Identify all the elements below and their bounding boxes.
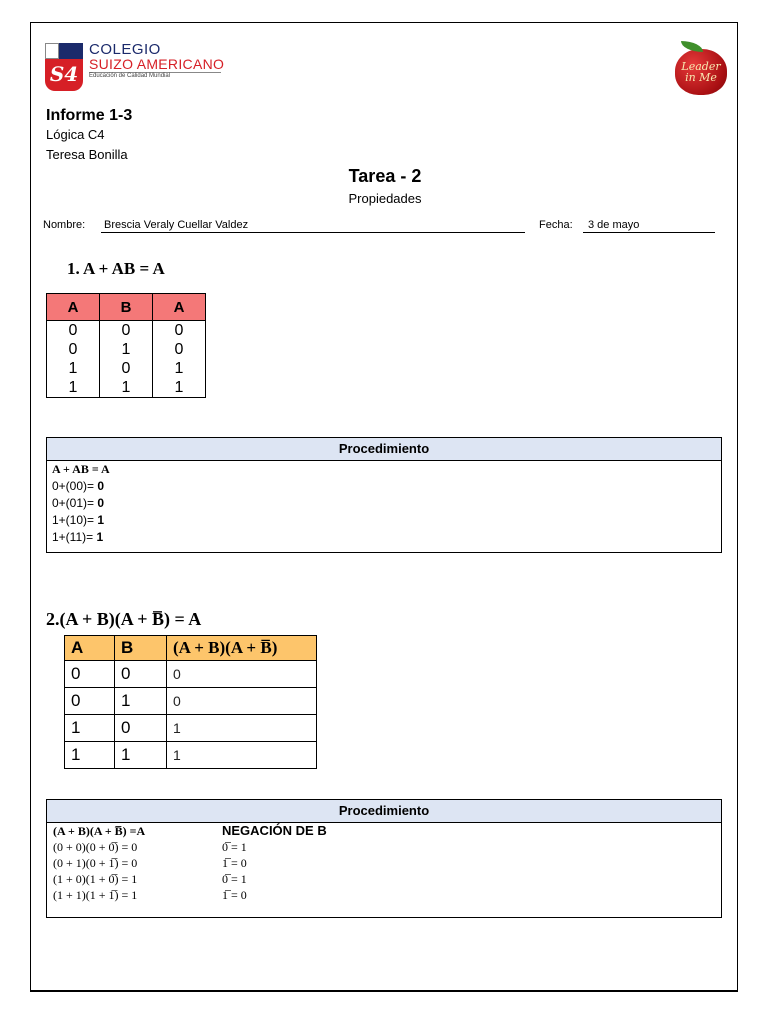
logo-line-1: COLEGIO xyxy=(89,41,161,58)
table-cell: 1 xyxy=(167,715,317,742)
negation-value: 1̅ = 0 xyxy=(222,856,247,870)
table-cell: 1 xyxy=(65,715,115,742)
procedure-box-1 xyxy=(46,437,722,553)
procedure-line: A + AB = A xyxy=(52,462,110,476)
table-header: B xyxy=(115,636,167,661)
procedure-line xyxy=(47,823,721,839)
logo-line-3: Educación de Calidad Mundial xyxy=(89,73,171,79)
procedure-line: 0+(00)= 0 xyxy=(52,479,105,493)
table-cell: 1 xyxy=(100,378,153,398)
document-page xyxy=(30,22,738,992)
table-cell: 1 xyxy=(115,688,167,715)
table-cell: 1 xyxy=(153,359,206,378)
table-header: A xyxy=(153,294,206,321)
teacher-name: Teresa Bonilla xyxy=(46,147,128,162)
table-header: A xyxy=(47,294,100,321)
table-cell: 1 xyxy=(65,742,115,769)
table-cell: 1 xyxy=(100,340,153,359)
flag-icon xyxy=(45,43,83,59)
table-cell: 0 xyxy=(47,340,100,359)
table-cell: 1 xyxy=(47,378,100,398)
procedure-line: 0+(01)= 0 xyxy=(52,496,105,510)
table-cell: 0 xyxy=(115,661,167,688)
procedure-line xyxy=(47,839,721,855)
exercise-1-equation: 1. A + AB = A xyxy=(67,259,165,278)
table-cell: 0 xyxy=(100,359,153,378)
table-cell: 0 xyxy=(153,321,206,341)
nombre-field: Brescia Veraly Cuellar Valdez xyxy=(101,219,525,233)
procedure-expression: (1 + 0)(1 + 0̅) = 1 xyxy=(53,872,138,886)
school-emblem: S4 xyxy=(45,59,83,91)
page-title: Tarea - 2 xyxy=(348,166,422,186)
truth-table-2 xyxy=(64,635,317,769)
table-cell: 0 xyxy=(65,688,115,715)
truth-table-1 xyxy=(46,293,206,398)
table-header: (A + B)(A + B̅) xyxy=(167,636,317,661)
table-cell: 1 xyxy=(153,378,206,398)
procedure-expression: (1 + 1)(1 + 1̅) = 1 xyxy=(53,888,138,902)
table-cell: 0 xyxy=(100,321,153,341)
procedure-expression: (0 + 0)(0 + 0̅) = 0 xyxy=(53,840,138,854)
procedure-box-2 xyxy=(46,799,722,918)
report-number: Informe 1-3 xyxy=(46,107,133,124)
table-cell: 0 xyxy=(65,661,115,688)
apple-text: Leader in Me xyxy=(681,60,721,84)
table-cell: 0 xyxy=(47,321,100,341)
procedure-line xyxy=(47,887,721,903)
procedure-line: 1+(10)= 1 xyxy=(52,513,105,527)
procedure-title: Procedimiento xyxy=(47,438,721,461)
procedure-title: Procedimiento xyxy=(47,800,721,823)
negation-title: NEGACIÓN DE B xyxy=(222,823,327,838)
procedure-line xyxy=(47,855,721,871)
table-row xyxy=(65,742,317,769)
procedure-line xyxy=(47,871,721,887)
procedure-expression: (A + B)(A + B̅) =A xyxy=(53,824,146,838)
fecha-label: Fecha: xyxy=(539,219,573,231)
table-row xyxy=(65,688,317,715)
table-row xyxy=(47,378,206,398)
table-row xyxy=(47,321,206,341)
subject: Lógica C4 xyxy=(46,127,105,142)
table-row xyxy=(65,715,317,742)
nombre-label: Nombre: xyxy=(43,219,86,231)
negation-value: 0̅ = 1 xyxy=(222,872,247,886)
logo-line-2: SUIZO AMERICANO xyxy=(89,56,225,72)
table-cell: 1 xyxy=(167,742,317,769)
exercise-2-equation: 2.(A + B)(A + B̅) = A xyxy=(46,609,202,629)
table-cell: 0 xyxy=(167,688,317,715)
procedure-line: 1+(11)= 1 xyxy=(52,530,104,544)
table-cell: 1 xyxy=(115,742,167,769)
fecha-field: 3 de mayo xyxy=(583,219,715,233)
table-header: A xyxy=(65,636,115,661)
negation-value: 1̅ = 0 xyxy=(222,888,247,902)
leader-in-me-apple-icon xyxy=(675,41,727,95)
page-subtitle: Propiedades xyxy=(348,191,422,206)
table-cell: 0 xyxy=(153,340,206,359)
table-header: B xyxy=(100,294,153,321)
table-cell: 0 xyxy=(115,715,167,742)
table-cell: 1 xyxy=(47,359,100,378)
table-row xyxy=(65,661,317,688)
procedure-expression: (0 + 1)(0 + 1̅) = 0 xyxy=(53,856,138,870)
table-row xyxy=(47,340,206,359)
negation-value: 0̅ = 1 xyxy=(222,840,247,854)
table-cell: 0 xyxy=(167,661,317,688)
table-row xyxy=(47,359,206,378)
